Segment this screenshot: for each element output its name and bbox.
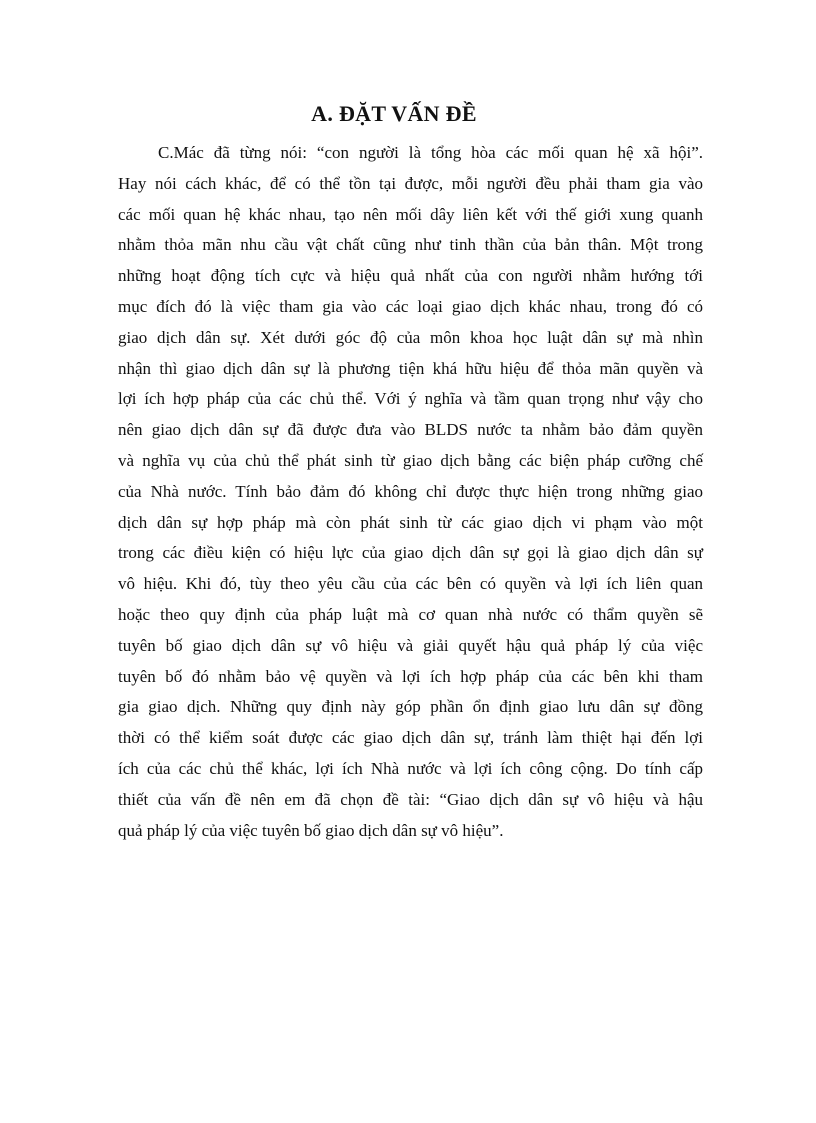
paragraph-line: và nghĩa vụ của chủ thể phát sinh từ giao dịch bằng các biện pháp cưỡng chế xyxy=(118,450,703,470)
paragraph-line: nhận thì giao dịch dân sự là phương tiện khá hữu hiệu để thỏa mãn quyền và xyxy=(118,358,703,378)
paragraph-line: vô hiệu. Khi đó, tùy theo yêu cầu của các bên có quyền và lợi ích liên quan xyxy=(118,574,703,594)
paragraph-line: tuyên bố giao dịch dân sự vô hiệu và giải quyết hậu quả pháp lý của việc xyxy=(118,635,703,655)
paragraph-line: gia giao dịch. Những quy định này góp phần ổn định giao lưu dân sự đồng xyxy=(118,697,703,717)
paragraph-line: dịch dân sự hợp pháp mà còn phát sinh từ các giao dịch vi phạm vào một xyxy=(118,512,703,532)
paragraph-line: ích của các chủ thể khác, lợi ích Nhà nước và lợi ích công cộng. Do tính cấp xyxy=(118,758,703,778)
paragraph-line: C.Mác đã từng nói: “con người là tổng hòa các mối quan hệ xã hội”. xyxy=(158,143,703,162)
paragraph-line: quả pháp lý của việc tuyên bố giao dịch dân sự vô hiệu”. xyxy=(118,820,504,840)
paragraph-line: nhằm thỏa mãn nhu cầu vật chất cũng như tinh thần của bản thân. Một trong xyxy=(118,235,703,255)
paragraph-line: mục đích đó là việc tham gia vào các loại giao dịch khác nhau, trong đó có xyxy=(118,296,703,316)
page-title: A. ĐẶT VẤN ĐỀ xyxy=(311,101,477,126)
paragraph-line: trong các điều kiện có hiệu lực của giao dịch dân sự gọi là giao dịch dân sự xyxy=(118,543,703,563)
paragraph-line: của Nhà nước. Tính bảo đảm đó không chỉ được thực hiện trong những giao xyxy=(118,481,703,501)
paragraph-line: tuyên bố đó nhằm bảo vệ quyền và lợi ích hợp pháp của các bên khi tham xyxy=(118,666,703,686)
paragraph-line: hoặc theo quy định của pháp luật mà cơ quan nhà nước có thẩm quyền sẽ xyxy=(118,604,703,624)
paragraph-line: thời có thể kiểm soát được các giao dịch dân sự, tránh làm thiệt hại đến lợi xyxy=(118,728,703,748)
paragraph-line: nên giao dịch dân sự đã được đưa vào BLDS nước ta nhằm bảo đảm quyền xyxy=(118,420,703,440)
paragraph-line: thiết của vấn đề nên em đã chọn đề tài: “Giao dịch dân sự vô hiệu và hậu xyxy=(118,789,703,809)
paragraph-line: Hay nói cách khác, để có thể tồn tại được, mỗi người đều phải tham gia vào xyxy=(118,173,703,193)
paragraph-line: các mối quan hệ khác nhau, tạo nên mối dây liên kết với thế giới xung quanh xyxy=(118,204,703,224)
paragraph-line: những hoạt động tích cực và hiệu quả nhất của con người nhằm hướng tới xyxy=(118,266,703,286)
paragraph-line: lợi ích hợp pháp của các chủ thể. Với ý nghĩa và tầm quan trọng như vậy cho xyxy=(118,389,703,409)
body-paragraph xyxy=(118,138,703,846)
paragraph-line: giao dịch dân sự. Xét dưới góc độ của môn khoa học luật dân sự mà nhìn xyxy=(118,327,703,347)
